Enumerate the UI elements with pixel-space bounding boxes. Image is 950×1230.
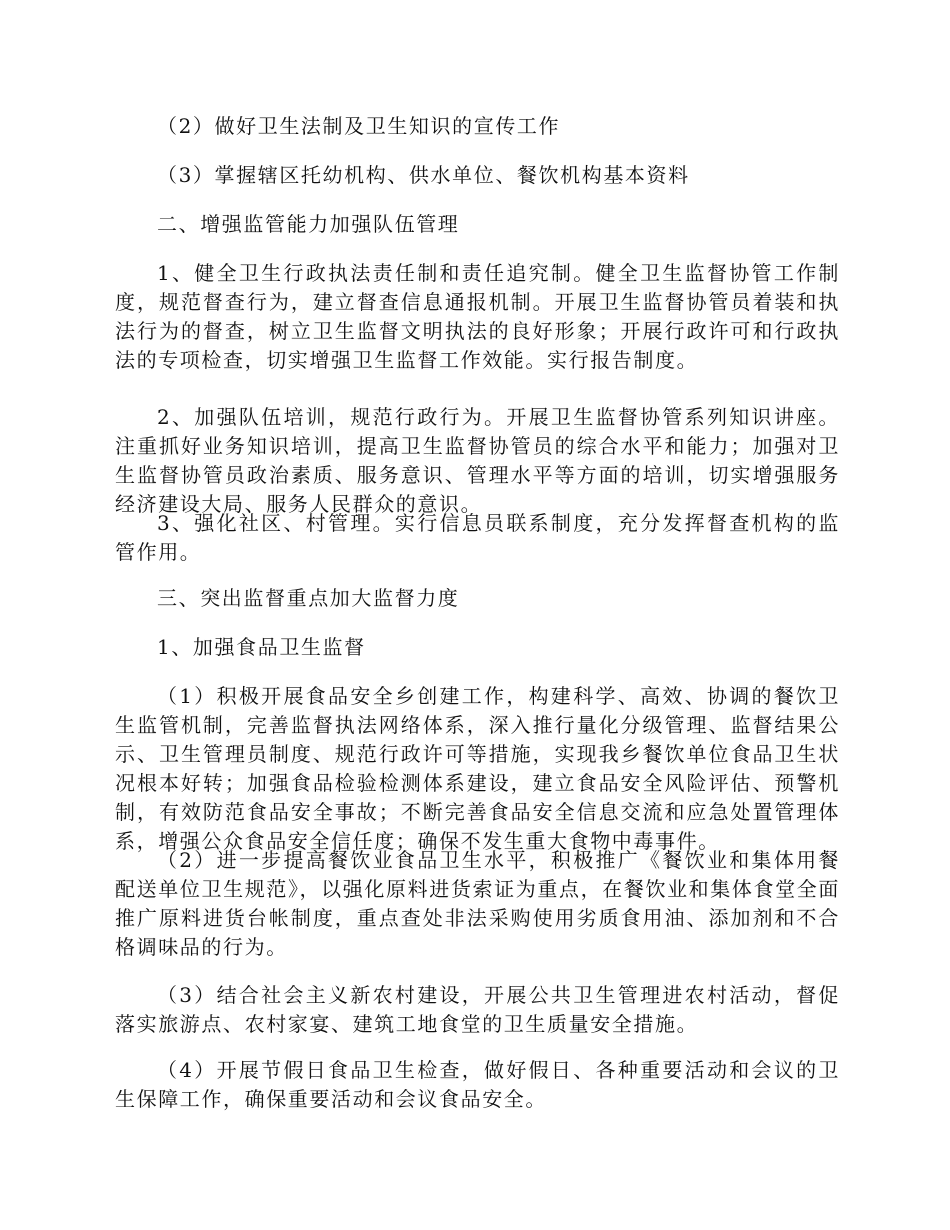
- paragraph-holiday-inspection: （4）开展节假日食品卫生检查，做好假日、各种重要活动和会议的卫生保障工作，确保重要活动和会议食品安全。: [115, 1058, 840, 1111]
- paragraph-team-training: 2、加强队伍培训，规范行政行为。开展卫生监督协管系列知识讲座。注重抓好业务知识培训，提高卫生监督协管员的综合水平和能力；加强对卫生监督协管员政治素质、服务意识、管理水平等方面的培训，切实增强服务经济建设大局、服务人民群众的意识。: [115, 405, 840, 516]
- subsection-heading-food-hygiene: 1、加强食品卫生监督: [157, 635, 366, 659]
- paragraph-rural-construction: （3）结合社会主义新农村建设，开展公共卫生管理进农村活动，督促落实旅游点、农村家宴、建筑工地食堂的卫生质量安全措施。: [115, 983, 840, 1036]
- section-heading-2: 二、增强监管能力加强队伍管理: [157, 212, 460, 236]
- paragraph-responsibility-system: 1、健全卫生行政执法责任制和责任追究制。健全卫生监督协管工作制度，规范督查行为，建立督查信息通报机制。开展卫生监督协管员着装和执法行为的督查，树立卫生监督文明执法的良好形象；开展行政许可和行政执法的专项检查，切实增强卫生监督工作效能。实行报告制度。: [115, 261, 840, 372]
- paragraph-catering-hygiene: （2）进一步提高餐饮业食品卫生水平，积极推广《餐饮业和集体用餐配送单位卫生规范》，以强化原料进货索证为重点，在餐饮业和集体食堂全面推广原料进货台帐制度，重点查处非法采购使用劣质食用油、添加剂和不合格调味品的行为。: [115, 848, 840, 959]
- paragraph-publicity-work: （2）做好卫生法制及卫生知识的宣传工作: [157, 114, 561, 138]
- paragraph-basic-records: （3）掌握辖区托幼机构、供水单位、餐饮机构基本资料: [157, 163, 690, 187]
- section-heading-3: 三、突出监督重点加大监督力度: [157, 586, 460, 610]
- paragraph-food-safety-creation: （1）积极开展食品安全乡创建工作，构建科学、高效、协调的餐饮卫生监管机制，完善监督执法网络体系，深入推行量化分级管理、监督结果公示、卫生管理员制度、规范行政许可等措施，实现我乡餐饮单位食品卫生状况根本好转；加强食品检验检测体系建设，建立食品安全风险评估、预警机制，有效防范食品安全事故；不断完善食品安全信息交流和应急处置管理体系，增强公众食品安全信任度；确保不发生重大食物中毒事件。: [115, 684, 840, 853]
- paragraph-community-management: 3、强化社区、村管理。实行信息员联系制度，充分发挥督查机构的监管作用。: [115, 511, 840, 564]
